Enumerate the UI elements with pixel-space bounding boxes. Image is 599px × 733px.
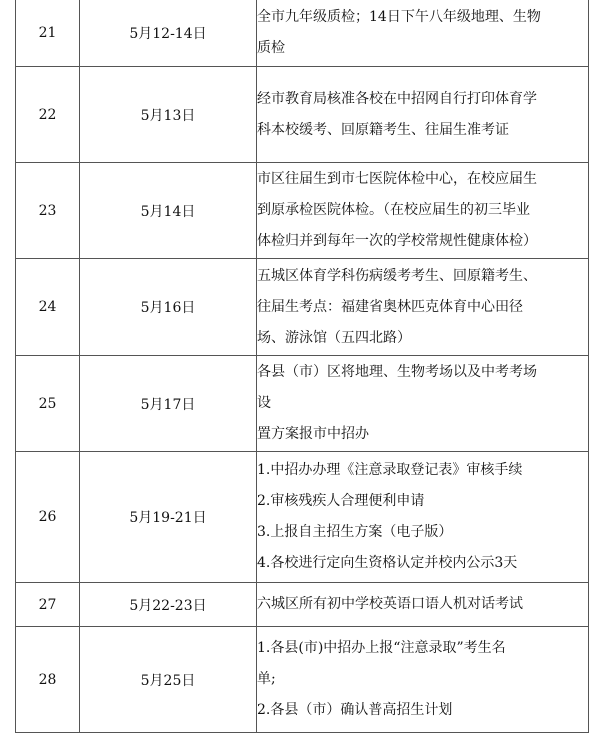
row-date: 5月19-21日	[80, 452, 257, 583]
row-description	[257, 259, 589, 356]
description-line: 场、游泳馆（五四北路）	[257, 329, 411, 346]
description-line: 置方案报市中招办	[257, 426, 369, 442]
row-number: 23	[16, 163, 80, 259]
table-row	[16, 627, 589, 733]
table-row	[16, 356, 589, 452]
row-date: 5月22-23日	[80, 583, 257, 627]
description-line: 各县（市）区将地理、生物考场以及中考考场	[257, 364, 537, 380]
description-line: 科本校缓考、回原籍考生、往届生准考证	[257, 121, 509, 138]
table-row	[16, 259, 589, 356]
description-line: 1.中招办办理《注意录取登记表》审核手续	[257, 462, 523, 478]
schedule-table	[15, 0, 589, 733]
description-line: 质检	[257, 40, 285, 56]
row-number: 25	[16, 356, 80, 452]
row-description	[257, 627, 589, 733]
description-line: 经市教育局核准各校在中招网自行打印体育学	[257, 90, 537, 107]
row-date: 5月13日	[80, 67, 257, 163]
row-description	[257, 452, 589, 583]
description-line: 往届生考点：福建省奥林匹克体育中心田径	[257, 298, 523, 315]
row-number: 24	[16, 259, 80, 356]
description-line: 全市九年级质检；14日下午八年级地理、生物	[257, 9, 541, 25]
table-row	[16, 67, 589, 163]
row-description	[257, 163, 589, 259]
table-row	[16, 163, 589, 259]
table-row	[16, 583, 589, 627]
row-number: 26	[16, 452, 80, 583]
description-line: 3.上报自主招生方案（电子版）	[257, 524, 453, 540]
schedule-table-body	[16, 0, 589, 733]
row-description	[257, 0, 589, 67]
description-line: 六城区所有初中学校英语口语人机对话考试	[257, 596, 523, 612]
description-line: 体检归并到每年一次的学校常规性健康体检）	[257, 233, 537, 249]
row-number: 27	[16, 583, 80, 627]
description-line: 设	[257, 395, 271, 411]
description-line: 市区往届生到市七医院体检中心，在校应届生	[257, 171, 537, 187]
description-line: 到原承检医院体检。（在校应届生的初三毕业	[257, 202, 530, 218]
description-line: 单;	[257, 671, 276, 687]
row-description	[257, 356, 589, 452]
description-line: 4.各校进行定向生资格认定并校内公示3天	[257, 555, 518, 571]
row-description	[257, 583, 589, 627]
row-number: 21	[16, 0, 80, 67]
description-line: 五城区体育学科伤病缓考考生、回原籍考生、	[257, 267, 537, 284]
row-date: 5月12-14日	[80, 0, 257, 67]
row-number: 28	[16, 627, 80, 733]
description-line: 1.各县(市)中招办上报“注意录取”考生名	[257, 640, 506, 656]
row-date: 5月16日	[80, 259, 257, 356]
row-description	[257, 67, 589, 163]
row-number: 22	[16, 67, 80, 163]
table-row	[16, 452, 589, 583]
description-line: 2.审核残疾人合理便利申请	[257, 493, 425, 509]
row-date: 5月25日	[80, 627, 257, 733]
description-line: 2.各县（市）确认普高招生计划	[257, 702, 453, 718]
row-date: 5月17日	[80, 356, 257, 452]
row-date: 5月14日	[80, 163, 257, 259]
table-row	[16, 0, 589, 67]
